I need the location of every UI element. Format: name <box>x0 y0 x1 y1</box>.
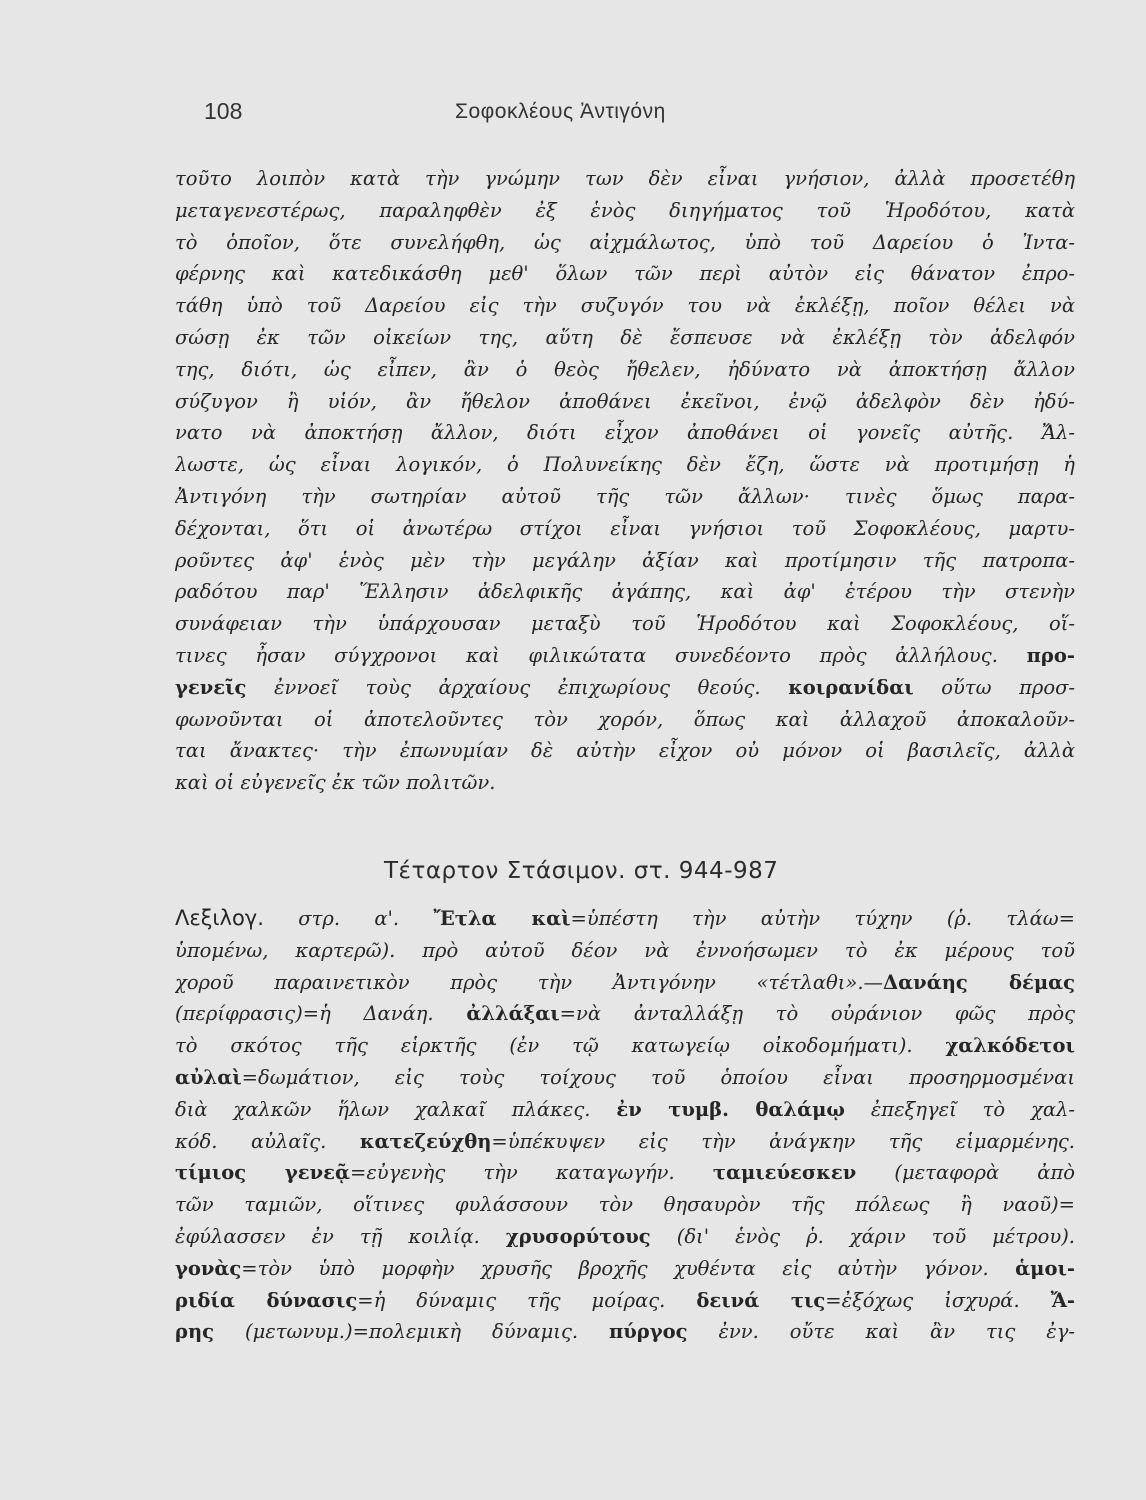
text-line <box>175 195 1075 227</box>
bold-term: ἁμοι- <box>1015 1256 1075 1280</box>
text-line <box>175 998 1075 1030</box>
text-line <box>175 935 1075 967</box>
text-line <box>175 290 1075 322</box>
text-run: =ἐξόχως ἰσχυρά. <box>825 1288 1051 1312</box>
bold-term: Ἔτλα καὶ <box>433 907 571 930</box>
text-run: λωστε, ὡς εἶναι λογικόν, ὁ Πολυνείκης δὲν ἔζη, ὥστε νὰ προτιμήσῃ ἡ <box>175 453 1075 477</box>
bold-term: Δανάης δέμας <box>883 970 1075 994</box>
text-run: κόδ. αὐλαῖς. <box>175 1129 360 1153</box>
text-line <box>175 967 1075 999</box>
text-run: φωνοῦνται οἱ ἀποτελοῦντες τὸν χορόν, ὅπως καὶ ἀλλαχοῦ ἀποκαλοῦν- <box>175 707 1075 731</box>
text-line <box>175 545 1075 577</box>
section-heading: Τέταρτον Στάσιμον. στ. 944-987 <box>384 858 779 884</box>
text-run: ἐνν. οὔτε καὶ ἂν τις ἐγ- <box>687 1320 1075 1344</box>
text-line <box>175 449 1075 481</box>
running-title: Σοφοκλέους Ἀντιγόνη <box>455 100 666 123</box>
text-line <box>175 1094 1075 1126</box>
text-run: ροῦντες ἀφ' ἑνὸς μὲν τὴν μεγάλην ἀξίαν καὶ προτίμησιν τῆς πατροπα- <box>175 548 1075 572</box>
text-run: (μετωνυμ.)=πολεμικὴ δύναμις. <box>214 1320 609 1344</box>
text-line <box>175 163 1075 195</box>
glossary-text <box>175 903 1075 1348</box>
text-run: τὸ ὁποῖον, ὅτε συνελήφθη, ὡς αἰχμάλωτος, ὑπὸ τοῦ Δαρείου ὁ Ἰντα- <box>175 230 1075 254</box>
text-line <box>175 258 1075 290</box>
text-run: τὸ σκότος τῆς εἱρκτῆς (ἐν τῷ κατωγείῳ οἰκοδομήματι). <box>175 1034 946 1058</box>
text-run: Ἀντιγόνη τὴν σωτηρίαν αὐτοῦ τῆς τῶν ἄλλων· τινὲς ὅμως παρα- <box>175 484 1075 508</box>
bold-term: ριδία δύνασις <box>175 1288 358 1312</box>
text-line <box>175 1030 1075 1062</box>
text-line <box>175 735 1075 767</box>
bold-term: χρυσορύτους <box>505 1224 651 1248</box>
text-line <box>175 767 1075 799</box>
text-run: =ὑπέκυψεν εἰς τὴν ἀνάγκην τῆς εἱμαρμένης. <box>491 1129 1075 1153</box>
text-run: χοροῦ παραινετικὸν πρὸς τὴν Ἀντιγόνην «τέτλαθι».— <box>175 970 884 994</box>
bold-term: προ- <box>1026 643 1075 667</box>
text-line <box>175 640 1075 672</box>
bold-term: ταμιεύεσκεν <box>712 1161 857 1185</box>
glossary-label: Λεξιλογ. <box>175 906 264 930</box>
text-line <box>175 354 1075 386</box>
text-run: =νὰ ἀνταλλάξῃ τὸ οὐράνιον φῶς πρὸς <box>559 1002 1075 1026</box>
text-run: ται ἄνακτες· τὴν ἐπωνυμίαν δὲ αὐτὴν εἶχον οὐ μόνον οἱ βασιλεῖς, ἀλλὰ <box>175 739 1075 763</box>
text-run: τῶν ταμιῶν, οἵτινες φυλάσσουν τὸν θησαυρὸν τῆς πόλεως ἢ ναοῦ)= <box>175 1193 1075 1217</box>
text-line <box>175 1189 1075 1221</box>
text-run: ἐννοεῖ τοὺς ἀρχαίους ἐπιχωρίους θεούς. <box>246 675 789 699</box>
text-run: της, διότι, ὡς εἶπεν, ἂν ὁ θεὸς ἤθελεν, ἠδύνατο νὰ ἀποκτήσῃ ἄλλον <box>175 357 1075 381</box>
text-run: (δι' ἑνὸς ῥ. χάριν τοῦ μέτρου). <box>650 1224 1075 1248</box>
text-run: σώσῃ ἐκ τῶν οἰκείων της, αὕτη δὲ ἔσπευσε νὰ ἐκλέξῃ τὸν ἀδελφόν <box>175 325 1075 349</box>
text-line <box>175 481 1075 513</box>
text-line <box>175 417 1075 449</box>
text-line <box>175 513 1075 545</box>
text-run: δέχονται, ὅτι οἱ ἀνωτέρω στίχοι εἶναι γνήσιοι τοῦ Σοφοκλέους, μαρτυ- <box>175 516 1075 540</box>
text-line <box>175 1062 1075 1094</box>
text-line <box>175 1221 1075 1253</box>
text-line <box>175 704 1075 736</box>
text-run: ἐφύλασσεν ἐν τῇ κοιλίᾳ. <box>175 1224 506 1248</box>
bold-term: πύργος <box>609 1320 688 1344</box>
text-line <box>175 1316 1075 1348</box>
text-run: =εὐγενὴς τὴν καταγωγήν. <box>350 1161 713 1185</box>
text-line <box>175 1253 1075 1285</box>
text-run: (περίφρασις)=ἡ Δανάη. <box>175 1002 467 1026</box>
text-line <box>175 227 1075 259</box>
bold-term: ρης <box>175 1320 215 1344</box>
text-line <box>175 576 1075 608</box>
text-run: =δωμάτιον, εἰς τοὺς τοίχους τοῦ ὁποίου εἶναι προσηρμοσμέναι <box>241 1065 1075 1089</box>
bold-term: τίμιος γενεᾷ <box>175 1161 350 1185</box>
text-run: μεταγενεστέρως, παραληφθὲν ἐξ ἑνὸς διηγήματος τοῦ Ἡροδότου, κατὰ <box>175 198 1075 222</box>
text-run: οὕτω προσ- <box>913 675 1075 699</box>
bold-term: ἐν τυμβ. θαλάμῳ <box>616 1097 845 1121</box>
text-line <box>175 386 1075 418</box>
text-run: νατο νὰ ἀποκτήσῃ ἄλλον, διότι εἶχον ἀποθάνει οἱ γονεῖς αὐτῆς. Ἄλ- <box>175 421 1075 445</box>
text-run: ραδότου παρ' Ἕλλησιν ἀδελφικῆς ἀγάπης, καὶ ἀφ' ἑτέρου τὴν στενὴν <box>175 580 1075 604</box>
text-run: τάθη ὑπὸ τοῦ Δαρείου εἰς τὴν συζυγόν του νὰ ἐκλέξῃ, ποῖον θέλει νὰ <box>175 294 1075 318</box>
text-run: =τὸν ὑπὸ μορφὴν χρυσῆς βροχῆς χυθέντα εἰς αὐτὴν γόνον. <box>241 1256 1016 1280</box>
page-number: 108 <box>204 98 243 124</box>
text-run: τοῦτο λοιπὸν κατὰ τὴν γνώμην των δὲν εἶναι γνήσιον, ἀλλὰ προσετέθη <box>175 167 1075 190</box>
text-run: φέρνης καὶ κατεδικάσθη μεθ' ὅλων τῶν περὶ αὐτὸν εἰς θάνατον ἐπρο- <box>175 262 1075 286</box>
commentary-text <box>175 163 1075 799</box>
text-run: ἐπεξηγεῖ τὸ χαλ- <box>844 1097 1075 1121</box>
text-line <box>175 1285 1075 1317</box>
text-line <box>175 1157 1075 1189</box>
bold-term: Ἄ- <box>1050 1288 1075 1312</box>
text-line <box>175 1126 1075 1158</box>
text-run: (μεταφορὰ ἀπὸ <box>856 1161 1075 1185</box>
text-line <box>175 903 1075 935</box>
text-run: =ὑπέστη τὴν αὐτὴν τύχην (ῥ. τλάω= <box>570 907 1075 930</box>
bold-term: ἀλλάξαι <box>466 1002 560 1026</box>
bold-term: γονὰς <box>175 1256 242 1280</box>
text-run: =ἡ δύναμις τῆς μοίρας. <box>357 1288 697 1312</box>
text-run: στρ. α'. <box>263 907 434 930</box>
text-line <box>175 608 1075 640</box>
bold-term: αὐλαὶ <box>175 1065 242 1089</box>
text-line <box>175 672 1075 704</box>
text-run: καὶ οἱ εὐγενεῖς ἐκ τῶν πολιτῶν. <box>175 771 496 795</box>
bold-term: γενεῖς <box>175 675 247 699</box>
bold-term: κατεζεύχθη <box>359 1129 492 1153</box>
text-run: συνάφειαν τὴν ὑπάρχουσαν μεταξὺ τοῦ Ἡροδότου καὶ Σοφοκλέους, οἵ- <box>175 612 1075 636</box>
bold-term: χαλκόδετοι <box>945 1034 1075 1058</box>
text-run: σύζυγον ἢ υἱόν, ἂν ἤθελον ἀποθάνει ἐκεῖνοι, ἐνῷ ἀδελφὸν δὲν ἠδύ- <box>175 389 1075 413</box>
bold-term: κοιρανίδαι <box>788 675 914 699</box>
text-run: διὰ χαλκῶν ἥλων χαλκαῖ πλάκες. <box>175 1097 617 1121</box>
text-run: ὑπομένω, καρτερῶ). πρὸ αὐτοῦ δέον νὰ ἐννοήσωμεν τὸ ἐκ μέρους τοῦ <box>175 938 1075 962</box>
bold-term: δεινά τις <box>696 1288 826 1312</box>
text-run: τινες ἦσαν σύγχρονοι καὶ φιλικώτατα συνεδέοντο πρὸς ἀλλήλους. <box>175 643 1027 667</box>
text-line <box>175 322 1075 354</box>
